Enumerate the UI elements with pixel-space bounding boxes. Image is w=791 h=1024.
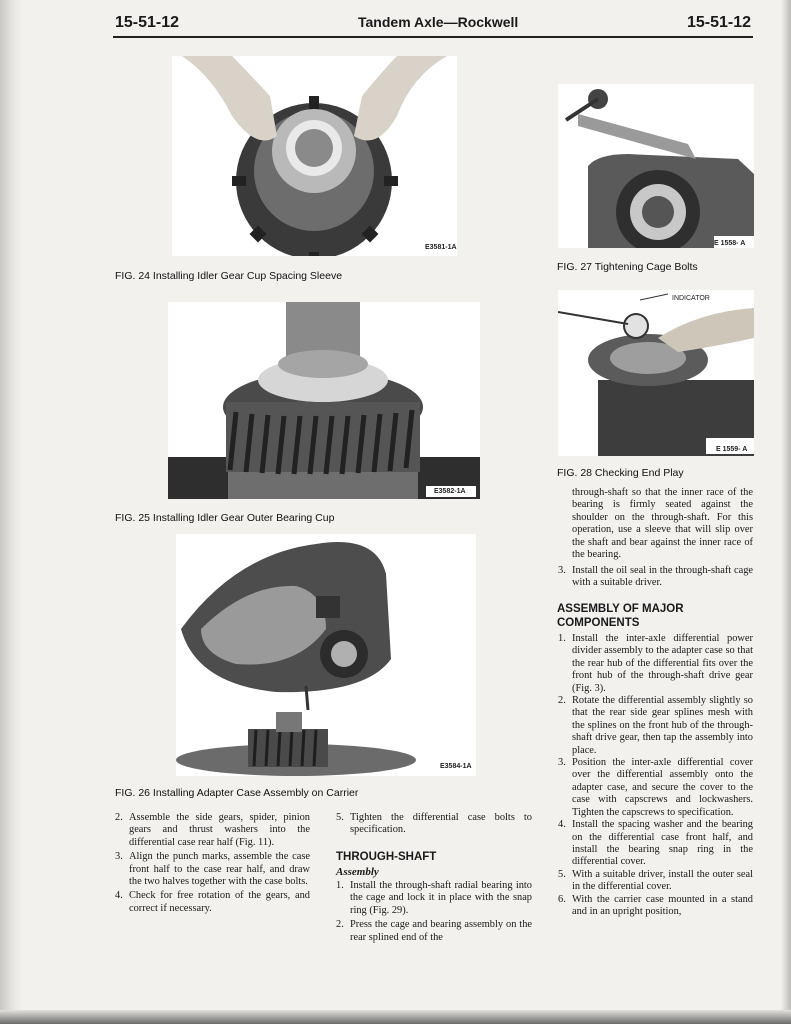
page-number-left: 15-51-12 [115,14,180,31]
page-binding-edge [0,0,22,1024]
list-item: 4. Install the spacing washer and the bearing on the differential case front half, and install the bearing snap ring in the differential cover. [558,819,753,868]
list-item: 1. Install the through-shaft radial bearing into the cage and lock it in place with the snap ring (Fig. 29). [336,880,532,916]
fig25-caption: FIG. 25 Installing Idler Gear Outer Bearing Cup [115,512,335,524]
fig28-caption: FIG. 28 Checking End Play [557,467,684,479]
page-bottom-edge [0,1010,791,1024]
list-item: 2. Assemble the side gears, spider, pinion gears and thrust washers into the differential case rear half (Fig. 11). [115,812,310,848]
list-item: 3. Align the punch marks, assemble the case front half to the case rear half, and draw the two halves together with the case bolts. [115,851,310,888]
section-heading-assembly-major: ASSEMBLY OF MAJOR COMPONENTS [557,603,684,629]
subheading-assembly: Assembly [336,866,379,878]
fig26-code: E3584-1A [440,763,472,770]
fig24-code: E3581-1A [425,244,457,251]
list-item: 6. With the carrier case mounted in a stand and in an upright position, [558,893,753,917]
list-item: 2. Press the cage and bearing assembly on the rear splined end of the [336,919,532,943]
fig24-photo [172,56,457,256]
col1-text [115,812,310,915]
fig28-photo [558,290,754,456]
running-title: Tandem Axle—Rockwell [358,14,519,30]
fig26-photo [176,534,476,776]
fig25-photo [168,302,480,499]
col3-cont-text: through-shaft so that the inner race of the bearing is firmly seated against the shoulder on the through-shaft. For this operation, use a sleeve that will slip over the shaft and bear against the inner race of the bearing. [572,487,753,561]
col2-items [336,880,532,944]
fig25-code: E3582-1A [434,488,466,495]
list-item: 3. Install the oil seal in the through-shaft cage with a suitable driver. [558,565,753,589]
fig27-caption: FIG. 27 Tightening Cage Bolts [557,261,698,273]
list-item: 4. Check for free rotation of the gears, and correct if necessary. [115,890,310,914]
list-item: 5. Tighten the differential case bolts to specification. [336,812,532,836]
section-heading-through-shaft: THROUGH-SHAFT [336,851,437,863]
page-number-right: 15-51-12 [686,14,751,31]
fig24-caption: FIG. 24 Installing Idler Gear Cup Spacing Sleeve [115,270,343,282]
list-item: 5. With a suitable driver, install the outer seal in the differential cover. [558,868,753,893]
fig28-code: E 1559- A [716,446,748,453]
list-item: 1. Install the inter-axle differential power divider assembly to the adapter case so that the rear hub of the differential fits over the front hub of the through-shaft drive gear (Fig. 3). [558,633,753,694]
header-rule [113,36,753,38]
list-item: 2. Rotate the differential assembly slightly so that the rear side gear splines mesh with the splines on the front hub of the through-shaft drive gear, then tap the assembly into place. [558,695,753,756]
page-right-edge [781,0,791,1024]
col2-top-text [336,812,532,837]
list-item: 3. Position the inter-axle differential cover over the differential assembly onto the adapter case, and secure the cover to the case with capscrews and lockwashers. Tighten the capscrews to specification. [558,757,753,818]
fig26-caption: FIG. 26 Installing Adapter Case Assembly on Carrier [115,787,359,799]
fig27-photo [558,84,754,248]
col3-top-text [558,565,753,590]
fig27-code: E 1558- A [714,240,746,247]
col3-items [558,633,753,918]
fig28-indicator-label: INDICATOR [672,295,710,302]
